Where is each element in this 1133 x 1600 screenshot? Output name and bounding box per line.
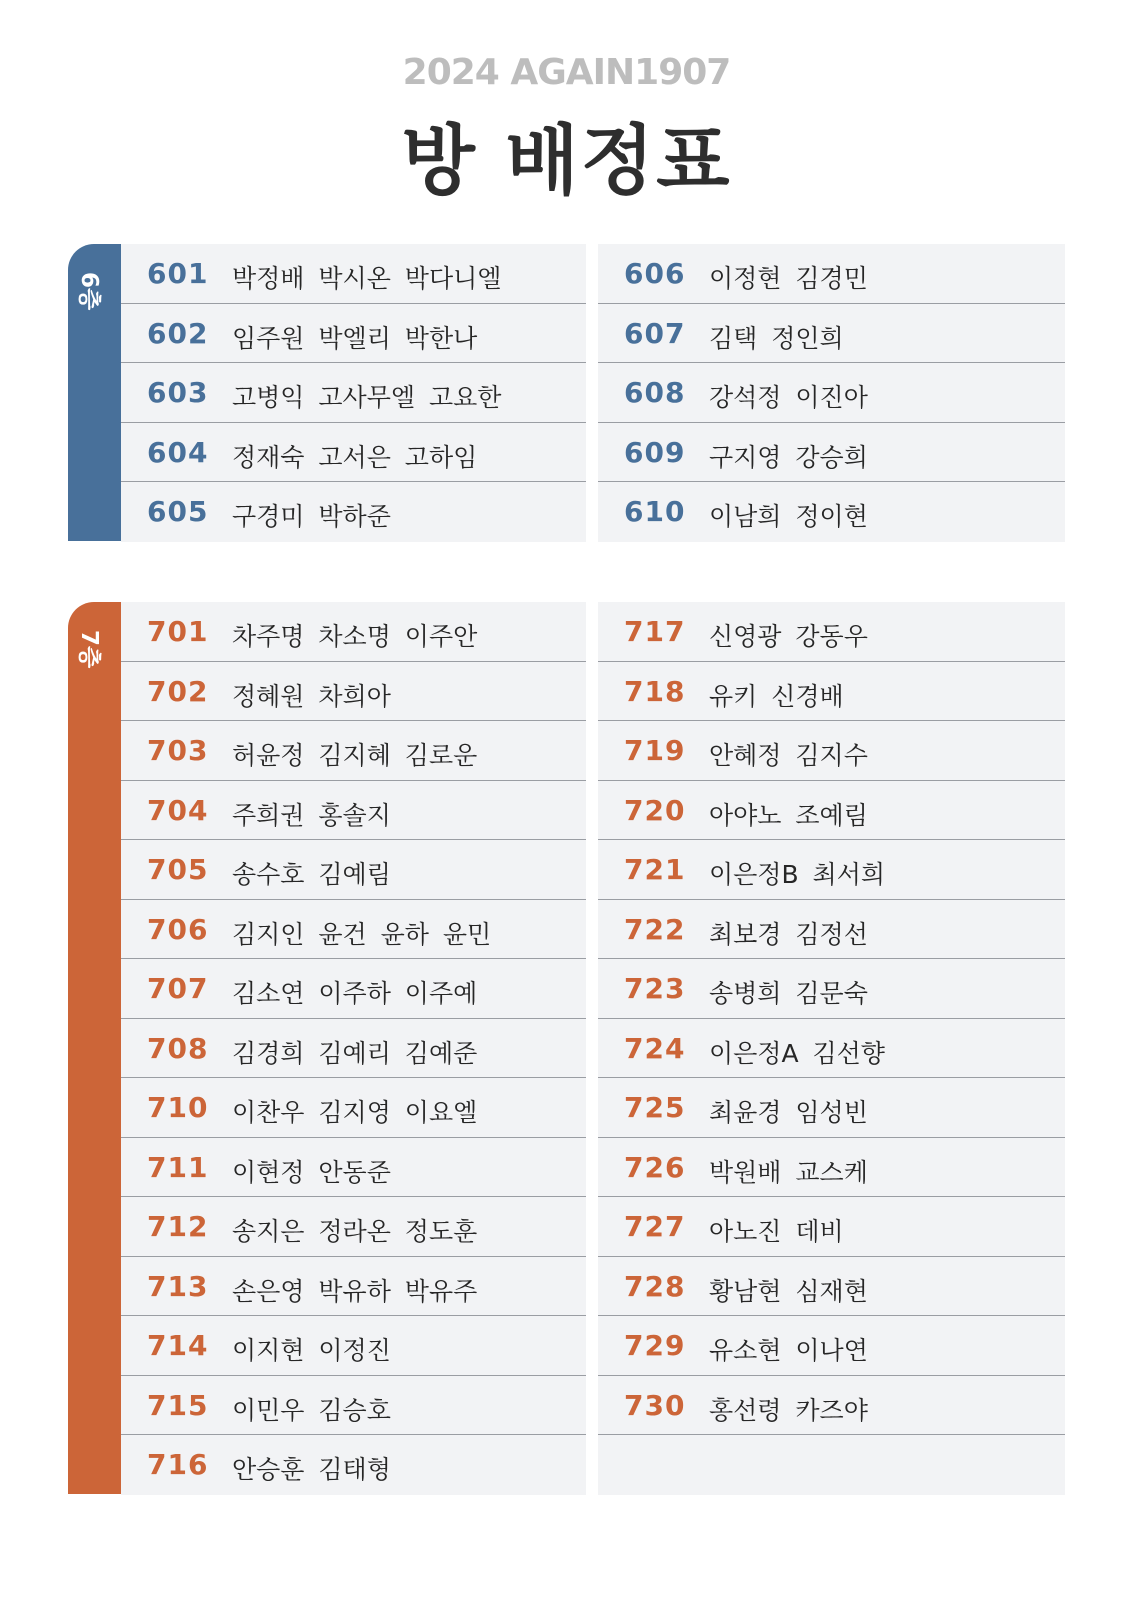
- room-row: [121, 840, 586, 900]
- room-occupants: 김지인 윤건 윤하 윤민: [232, 919, 492, 949]
- room-row: [121, 1078, 586, 1138]
- room-occupants: 최윤경 임성빈: [709, 1098, 868, 1127]
- room-occupants: 홍선령 카즈야: [709, 1395, 868, 1425]
- room-occupants: 이남희 정이현: [709, 502, 868, 531]
- room-occupants: 차주명 차소명 이주안: [232, 622, 478, 651]
- room-number: 706: [147, 912, 209, 946]
- room-row: [121, 1138, 586, 1198]
- room-number: 722: [624, 912, 686, 946]
- room-row: [121, 1435, 586, 1495]
- room-number: 710: [147, 1091, 209, 1124]
- room-row: [121, 244, 586, 304]
- room-number: 702: [147, 674, 209, 708]
- room-number: 725: [624, 1091, 686, 1124]
- room-occupants: 김소연 이주하 이주예: [232, 979, 478, 1008]
- room-row: [121, 363, 586, 423]
- room-occupants: 송병희 김문숙: [709, 979, 868, 1008]
- room-number: 712: [147, 1210, 209, 1243]
- empty-room-row: [598, 1435, 1065, 1495]
- room-occupants: 박원배 교스케: [709, 1157, 868, 1187]
- room-number: 726: [624, 1150, 686, 1184]
- floor-6-left-column: [121, 244, 586, 542]
- room-number: 720: [624, 793, 686, 827]
- room-row: [598, 1316, 1065, 1376]
- room-number: 704: [147, 793, 209, 827]
- room-row: [121, 721, 586, 781]
- room-number: 701: [147, 615, 209, 648]
- room-row: [598, 1078, 1065, 1138]
- room-number: 707: [147, 972, 209, 1005]
- room-occupants: 박정배 박시온 박다니엘: [232, 264, 502, 293]
- room-occupants: 김택 정인희: [709, 323, 844, 353]
- room-row: [121, 1376, 586, 1436]
- room-row: [121, 959, 586, 1019]
- room-number: 703: [147, 734, 209, 767]
- room-number: 705: [147, 853, 209, 886]
- room-number: 605: [147, 495, 209, 528]
- room-occupants: 유키 신경배: [709, 681, 844, 711]
- room-occupants: 신영광 강동우: [709, 622, 868, 651]
- room-occupants: 이정현 김경민: [709, 264, 868, 293]
- room-row: [121, 1316, 586, 1376]
- room-row: [121, 1197, 586, 1257]
- room-row: [121, 900, 586, 960]
- room-row: [121, 602, 586, 662]
- room-occupants: 송지은 정라온 정도훈: [232, 1217, 478, 1246]
- room-row: [598, 1019, 1065, 1079]
- room-occupants: 최보경 김정선: [709, 919, 868, 949]
- room-occupants: 구지영 강승희: [709, 442, 868, 472]
- room-number: 602: [147, 316, 209, 350]
- floor-6-label: 6층: [76, 272, 102, 311]
- room-number: 727: [624, 1210, 686, 1243]
- room-number: 729: [624, 1329, 686, 1362]
- room-occupants: 허윤정 김지혜 김로운: [232, 741, 478, 770]
- room-occupants: 강석정 이진아: [709, 383, 868, 412]
- room-number: 728: [624, 1269, 686, 1303]
- floor-7-label: 7층: [76, 630, 102, 669]
- floor-6-tab: [68, 244, 121, 541]
- room-occupants: 유소현 이나연: [709, 1336, 868, 1365]
- floor-7-tab: [68, 602, 121, 1494]
- floor-7-right-column: [598, 602, 1065, 1495]
- room-occupants: 아야노 조예림: [709, 800, 868, 830]
- room-row: [598, 304, 1065, 364]
- room-row: [598, 781, 1065, 841]
- room-row: [598, 423, 1065, 483]
- room-row: [598, 482, 1065, 542]
- event-subtitle: 2024 AGAIN1907: [402, 52, 731, 93]
- room-row: [598, 244, 1065, 304]
- room-occupants: 정혜원 차희아: [232, 681, 391, 711]
- room-number: 719: [624, 734, 686, 767]
- floor-7-left-column: [121, 602, 586, 1495]
- room-row: [598, 363, 1065, 423]
- room-row: [598, 1197, 1065, 1257]
- room-row: [121, 482, 586, 542]
- room-occupants: 송수호 김예림: [232, 860, 391, 889]
- room-row: [121, 1019, 586, 1079]
- room-row: [121, 423, 586, 483]
- room-occupants: 안혜정 김지수: [709, 741, 868, 770]
- page-title: 방 배정표: [401, 116, 732, 205]
- room-row: [121, 1257, 586, 1317]
- room-number: 723: [624, 972, 686, 1005]
- room-row: [598, 1257, 1065, 1317]
- room-occupants: 이은정B 최서희: [709, 860, 885, 889]
- room-row: [598, 959, 1065, 1019]
- room-number: 714: [147, 1329, 209, 1362]
- room-number: 609: [624, 435, 686, 469]
- room-occupants: 임주원 박엘리 박한나: [232, 323, 478, 353]
- floor-6-section: [68, 244, 1065, 541]
- room-number: 721: [624, 853, 686, 886]
- room-number: 724: [624, 1031, 686, 1065]
- floor-7-section: [68, 602, 1065, 1494]
- room-row: [121, 662, 586, 722]
- room-occupants: 구경미 박하준: [232, 502, 391, 531]
- room-row: [598, 840, 1065, 900]
- room-number: 730: [624, 1388, 686, 1422]
- room-occupants: 정재숙 고서은 고하임: [232, 442, 478, 472]
- room-occupants: 손은영 박유하 박유주: [232, 1276, 478, 1306]
- room-row: [598, 662, 1065, 722]
- room-number: 607: [624, 316, 686, 350]
- floor-6-right-column: [598, 244, 1065, 542]
- room-number: 604: [147, 435, 209, 469]
- room-occupants: 황남현 심재현: [709, 1276, 868, 1306]
- room-number: 715: [147, 1388, 209, 1422]
- room-occupants: 김경희 김예리 김예준: [232, 1038, 478, 1068]
- room-number: 718: [624, 674, 686, 708]
- room-row: [121, 781, 586, 841]
- room-row: [598, 1376, 1065, 1436]
- room-row: [598, 602, 1065, 662]
- room-occupants: 이현정 안동준: [232, 1157, 391, 1187]
- room-number: 601: [147, 257, 209, 290]
- room-number: 608: [624, 376, 686, 409]
- room-row: [598, 721, 1065, 781]
- room-row: [598, 900, 1065, 960]
- room-number: 708: [147, 1031, 209, 1065]
- room-row: [121, 304, 586, 364]
- room-number: 603: [147, 376, 209, 409]
- room-occupants: 이지현 이정진: [232, 1336, 391, 1365]
- room-occupants: 주희권 홍솔지: [232, 800, 391, 830]
- room-number: 711: [147, 1150, 209, 1184]
- room-row: [598, 1138, 1065, 1198]
- room-occupants: 안승훈 김태형: [232, 1455, 391, 1484]
- room-number: 606: [624, 257, 686, 290]
- room-occupants: 이은정A 김선향: [709, 1038, 885, 1068]
- room-number: 717: [624, 615, 686, 648]
- room-occupants: 고병익 고사무엘 고요한: [232, 383, 502, 412]
- room-occupants: 이찬우 김지영 이요엘: [232, 1098, 478, 1127]
- room-occupants: 이민우 김승호: [232, 1395, 391, 1425]
- room-number: 713: [147, 1269, 209, 1303]
- room-number: 716: [147, 1448, 209, 1481]
- room-occupants: 아노진 데비: [709, 1217, 844, 1246]
- room-number: 610: [624, 495, 686, 528]
